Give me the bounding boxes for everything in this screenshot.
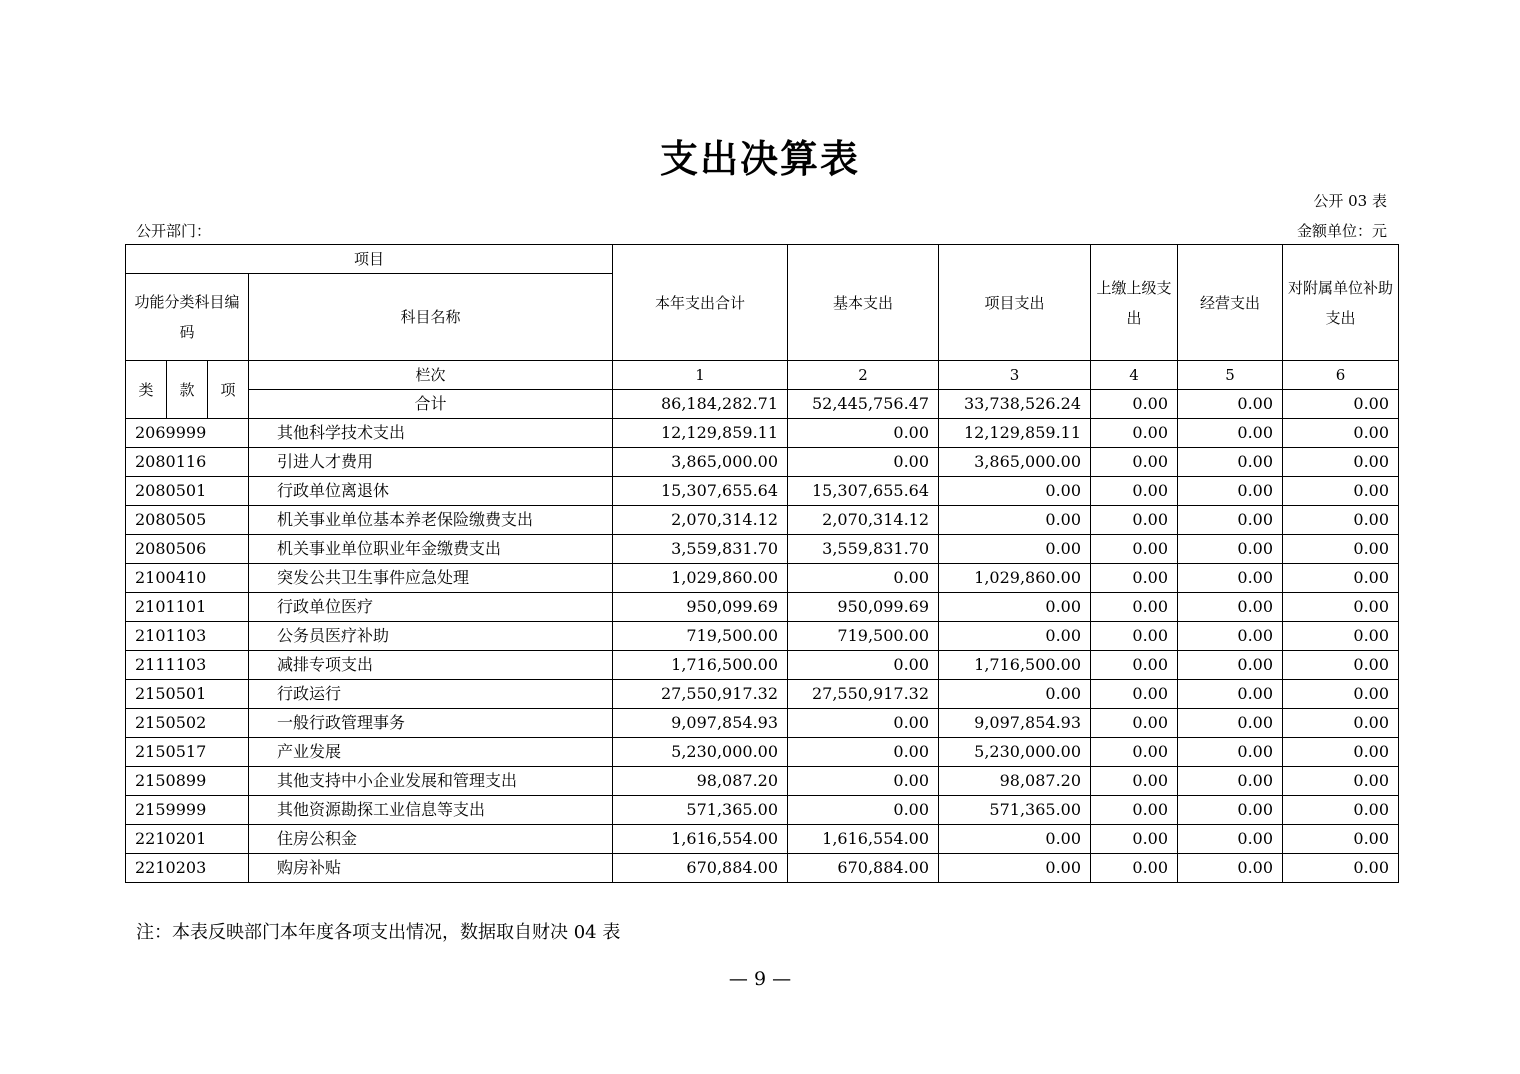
amount-cell: 1,029,860.00	[613, 564, 788, 593]
amount-cell: 0.00	[1283, 535, 1399, 564]
table-row	[126, 825, 1399, 854]
subject-code: 2080501	[126, 477, 249, 506]
header-subsidy: 对附属单位补助支出	[1283, 245, 1399, 361]
table-row	[126, 535, 1399, 564]
amount-cell: 5,230,000.00	[939, 738, 1091, 767]
amount-cell: 0.00	[1283, 564, 1399, 593]
subject-name: 购房补贴	[249, 854, 613, 883]
subject-name: 行政运行	[249, 680, 613, 709]
amount-cell: 670,884.00	[613, 854, 788, 883]
subject-code: 2150899	[126, 767, 249, 796]
subject-name: 公务员医疗补助	[249, 622, 613, 651]
table-row	[126, 796, 1399, 825]
total-value: 33,738,526.24	[939, 390, 1091, 419]
subject-code: 2069999	[126, 419, 249, 448]
total-row	[126, 390, 1399, 419]
amount-cell: 0.00	[1091, 477, 1178, 506]
form-number: 公开 03 表	[1313, 192, 1387, 210]
subject-name: 行政单位医疗	[249, 593, 613, 622]
amount-cell: 0.00	[1283, 593, 1399, 622]
total-value: 86,184,282.71	[613, 390, 788, 419]
amount-cell: 719,500.00	[613, 622, 788, 651]
amount-cell: 0.00	[1178, 767, 1283, 796]
amount-cell: 9,097,854.93	[939, 709, 1091, 738]
amount-cell: 3,559,831.70	[613, 535, 788, 564]
amount-cell: 0.00	[788, 651, 939, 680]
subject-code: 2101103	[126, 622, 249, 651]
amount-cell: 0.00	[939, 825, 1091, 854]
amount-cell: 0.00	[1178, 651, 1283, 680]
subject-code: 2080506	[126, 535, 249, 564]
subject-name: 一般行政管理事务	[249, 709, 613, 738]
header-row-3	[126, 361, 1399, 390]
amount-cell: 0.00	[1091, 767, 1178, 796]
subject-name: 住房公积金	[249, 825, 613, 854]
amount-cell: 571,365.00	[613, 796, 788, 825]
amount-cell: 0.00	[1178, 419, 1283, 448]
amount-cell: 0.00	[1283, 651, 1399, 680]
header-subject-name: 科目名称	[249, 274, 613, 361]
subject-code: 2150501	[126, 680, 249, 709]
amount-cell: 0.00	[1178, 564, 1283, 593]
header-upper: 上缴上级支出	[1091, 245, 1178, 361]
amount-cell: 98,087.20	[939, 767, 1091, 796]
table-row	[126, 738, 1399, 767]
table-row	[126, 680, 1399, 709]
amount-cell: 0.00	[1283, 709, 1399, 738]
amount-cell: 0.00	[1178, 854, 1283, 883]
amount-cell: 1,029,860.00	[939, 564, 1091, 593]
subject-name: 减排专项支出	[249, 651, 613, 680]
amount-cell: 0.00	[1091, 825, 1178, 854]
header-kuan: 款	[167, 361, 208, 419]
amount-cell: 0.00	[1178, 709, 1283, 738]
col-num: 5	[1178, 361, 1283, 390]
amount-cell: 15,307,655.64	[788, 477, 939, 506]
amount-cell: 0.00	[939, 593, 1091, 622]
subject-code: 2150502	[126, 709, 249, 738]
amount-cell: 0.00	[1283, 477, 1399, 506]
header-lanci: 栏次	[249, 361, 613, 390]
amount-cell: 0.00	[788, 709, 939, 738]
page-title: 支出决算表	[659, 136, 860, 181]
amount-cell: 1,616,554.00	[613, 825, 788, 854]
table-row	[126, 477, 1399, 506]
amount-cell: 571,365.00	[939, 796, 1091, 825]
header-item: 项目	[126, 245, 613, 274]
subject-code: 2100410	[126, 564, 249, 593]
amount-cell: 0.00	[1091, 535, 1178, 564]
subject-code: 2159999	[126, 796, 249, 825]
amount-cell: 3,865,000.00	[939, 448, 1091, 477]
subject-code: 2101101	[126, 593, 249, 622]
table-row	[126, 506, 1399, 535]
header-func-code: 功能分类科目编码	[126, 274, 249, 361]
table-body	[126, 245, 1399, 883]
amount-cell: 0.00	[1091, 680, 1178, 709]
amount-cell: 0.00	[1283, 680, 1399, 709]
table-row	[126, 419, 1399, 448]
table-row	[126, 767, 1399, 796]
table-row	[126, 564, 1399, 593]
amount-cell: 0.00	[1283, 796, 1399, 825]
amount-cell: 1,616,554.00	[788, 825, 939, 854]
amount-cell: 0.00	[939, 854, 1091, 883]
amount-unit-label: 金额单位：元	[1296, 222, 1387, 240]
amount-cell: 0.00	[1283, 738, 1399, 767]
amount-cell: 0.00	[1091, 564, 1178, 593]
amount-cell: 0.00	[1283, 506, 1399, 535]
header-total: 本年支出合计	[613, 245, 788, 361]
subject-code: 2150517	[126, 738, 249, 767]
subject-code: 2111103	[126, 651, 249, 680]
amount-cell: 0.00	[939, 506, 1091, 535]
table-row	[126, 622, 1399, 651]
amount-cell: 27,550,917.32	[788, 680, 939, 709]
amount-cell: 0.00	[1091, 419, 1178, 448]
table-note: 注：本表反映部门本年度各项支出情况，数据取自财决 04 表	[136, 922, 621, 943]
total-label: 合计	[249, 390, 613, 419]
amount-cell: 0.00	[1091, 506, 1178, 535]
amount-cell: 0.00	[1178, 738, 1283, 767]
header-xiang: 项	[208, 361, 249, 419]
col-num: 1	[613, 361, 788, 390]
amount-cell: 0.00	[1178, 796, 1283, 825]
subject-code: 2080505	[126, 506, 249, 535]
amount-cell: 12,129,859.11	[939, 419, 1091, 448]
amount-cell: 12,129,859.11	[613, 419, 788, 448]
amount-cell: 1,716,500.00	[939, 651, 1091, 680]
amount-cell: 0.00	[788, 564, 939, 593]
amount-cell: 950,099.69	[613, 593, 788, 622]
amount-cell: 0.00	[1091, 709, 1178, 738]
col-num: 4	[1091, 361, 1178, 390]
amount-cell: 0.00	[1178, 825, 1283, 854]
amount-cell: 0.00	[788, 448, 939, 477]
col-num: 2	[788, 361, 939, 390]
amount-cell: 0.00	[1283, 767, 1399, 796]
header-project: 项目支出	[939, 245, 1091, 361]
subject-name: 机关事业单位职业年金缴费支出	[249, 535, 613, 564]
amount-cell: 98,087.20	[613, 767, 788, 796]
table-row	[126, 709, 1399, 738]
amount-cell: 0.00	[1178, 622, 1283, 651]
header-basic: 基本支出	[788, 245, 939, 361]
amount-cell: 0.00	[1283, 419, 1399, 448]
amount-cell: 9,097,854.93	[613, 709, 788, 738]
amount-cell: 2,070,314.12	[613, 506, 788, 535]
amount-cell: 950,099.69	[788, 593, 939, 622]
amount-cell: 3,559,831.70	[788, 535, 939, 564]
table-row	[126, 593, 1399, 622]
subject-name: 引进人才费用	[249, 448, 613, 477]
col-num: 6	[1283, 361, 1399, 390]
amount-cell: 0.00	[788, 796, 939, 825]
header-row-1	[126, 245, 1399, 274]
amount-cell: 0.00	[1091, 448, 1178, 477]
amount-cell: 0.00	[939, 535, 1091, 564]
header-lei: 类	[126, 361, 167, 419]
table-row	[126, 651, 1399, 680]
amount-cell: 5,230,000.00	[613, 738, 788, 767]
col-num: 3	[939, 361, 1091, 390]
amount-cell: 0.00	[939, 477, 1091, 506]
amount-cell: 0.00	[1178, 448, 1283, 477]
expenditure-table	[125, 244, 1399, 883]
amount-cell: 0.00	[1178, 477, 1283, 506]
amount-cell: 0.00	[788, 419, 939, 448]
page-number: — 9 —	[728, 968, 792, 990]
amount-cell: 0.00	[788, 738, 939, 767]
subject-name: 突发公共卫生事件应急处理	[249, 564, 613, 593]
amount-cell: 27,550,917.32	[613, 680, 788, 709]
amount-cell: 0.00	[788, 767, 939, 796]
header-business: 经营支出	[1178, 245, 1283, 361]
subject-name: 其他科学技术支出	[249, 419, 613, 448]
amount-cell: 0.00	[939, 622, 1091, 651]
total-value: 0.00	[1091, 390, 1178, 419]
amount-cell: 0.00	[1283, 854, 1399, 883]
subject-name: 其他支持中小企业发展和管理支出	[249, 767, 613, 796]
amount-cell: 0.00	[1283, 448, 1399, 477]
amount-cell: 3,865,000.00	[613, 448, 788, 477]
amount-cell: 0.00	[1091, 854, 1178, 883]
subject-name: 机关事业单位基本养老保险缴费支出	[249, 506, 613, 535]
subject-name: 行政单位离退休	[249, 477, 613, 506]
total-value: 0.00	[1283, 390, 1399, 419]
subject-code: 2210201	[126, 825, 249, 854]
total-value: 0.00	[1178, 390, 1283, 419]
amount-cell: 0.00	[1283, 622, 1399, 651]
amount-cell: 0.00	[939, 680, 1091, 709]
department-label: 公开部门：	[136, 222, 212, 240]
subject-name: 其他资源勘探工业信息等支出	[249, 796, 613, 825]
amount-cell: 0.00	[1283, 825, 1399, 854]
amount-cell: 0.00	[1178, 506, 1283, 535]
amount-cell: 0.00	[1091, 622, 1178, 651]
subject-name: 产业发展	[249, 738, 613, 767]
amount-cell: 0.00	[1091, 796, 1178, 825]
total-value: 52,445,756.47	[788, 390, 939, 419]
amount-cell: 1,716,500.00	[613, 651, 788, 680]
amount-cell: 0.00	[1091, 738, 1178, 767]
subject-code: 2080116	[126, 448, 249, 477]
table-row	[126, 854, 1399, 883]
amount-cell: 0.00	[1091, 651, 1178, 680]
amount-cell: 2,070,314.12	[788, 506, 939, 535]
subject-code: 2210203	[126, 854, 249, 883]
table-row	[126, 448, 1399, 477]
amount-cell: 0.00	[1178, 680, 1283, 709]
amount-cell: 15,307,655.64	[613, 477, 788, 506]
amount-cell: 670,884.00	[788, 854, 939, 883]
amount-cell: 0.00	[1091, 593, 1178, 622]
amount-cell: 0.00	[1178, 535, 1283, 564]
amount-cell: 719,500.00	[788, 622, 939, 651]
amount-cell: 0.00	[1178, 593, 1283, 622]
